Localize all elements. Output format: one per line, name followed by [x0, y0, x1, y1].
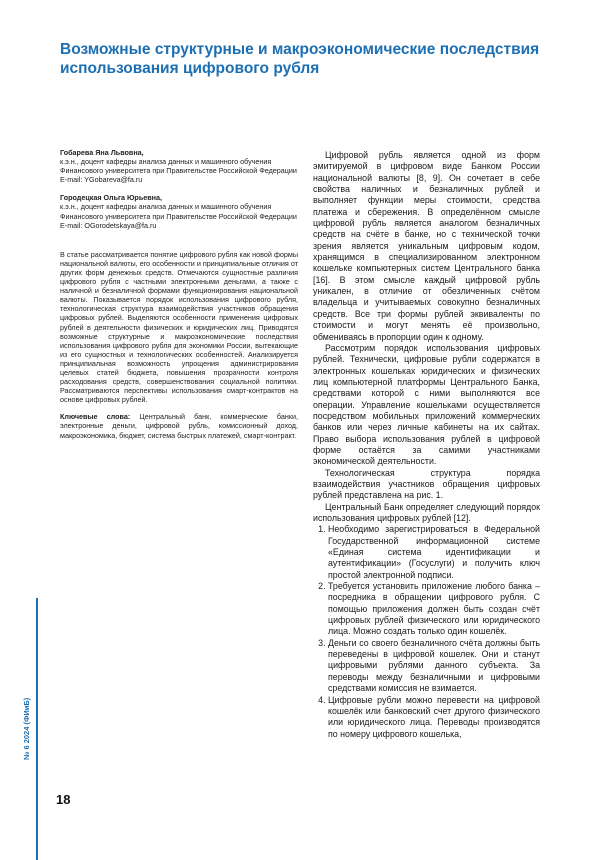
author-affiliation: к.э.н., доцент кафедры анализа данных и машинного обучения Финансового университета при Правительстве Российской Федерации [60, 157, 297, 176]
author-block [60, 193, 298, 229]
margin-rule [36, 598, 38, 860]
author-name: Гобарева Яна Львовна, [60, 148, 144, 157]
list-item: 4. Цифровые рубли можно перевести на цифровой кошелёк или банковский счет другого физического или юридического лица. Переводы производятся по номеру цифрового кошелька, [328, 695, 540, 740]
abstract: В статье рассматривается понятие цифрового рубля как новой формы национальной валюты, его особенности и принципиальные отличия от других форм денежных средств. Отмечаются сущностные различия цифрового рубля с частными электронными деньгами, а также с наличной и безналичной формами функционирования национальной валюты. Показывается порядок использования цифрового рубля, технологическая структура взаимодействия участников обращения цифровых рублей. Выделяются особенности применения цифровых рублей в деятельности физических и юридических лиц. Приводятся возможные структурные и макроэкономические последствия использования цифрового рубля для экономики России, вытекающие из его сущностных и технологических особенностей. Анализируется принципиальная возможность упрощения администрирования целевых статей бюджета, повышения прозрачности контроля расходования средств, совершенствования социальной политики. Рассматриваются перспективы использования смарт-контрактов на основе цифровых рублей. [60, 249, 298, 405]
article-title: Возможные структурные и макроэкономические последствия использования цифрового рубля [60, 41, 540, 77]
author-block [60, 148, 298, 184]
journal-issue-label: № 6 2024 (ФИиБ) [22, 697, 31, 760]
body-paragraph: Центральный Банк определяет следующий порядок использования цифровых рублей [12]. [313, 501, 540, 523]
list-item: 1. Необходимо зарегистрироваться в Федеральной Государственной информационной системе «Единая система идентификации и аутентификации» (Госуслуги) и получить ключ простой электронной подписи. [328, 524, 540, 581]
keywords [60, 412, 298, 439]
author-name: Городецкая Ольга Юрьевна, [60, 193, 162, 203]
page-number: 18 [56, 792, 71, 807]
author-email: E-mail: YGobareva@fa.ru [60, 175, 143, 185]
author-affiliation: к.э.н., доцент кафедры анализа данных и машинного обучения Финансового университета при Правительстве Российской Федерации [60, 202, 297, 221]
body-column [313, 150, 540, 740]
body-paragraph: Рассмотрим порядок использования цифровых рублей. Технически, цифровые рубли содержатся в электронных кошельках юридических и физических лиц компьютерной платформы Центрального Банка, средствами которой с ними выполняются все операции. Управление кошельками осуществляется посредством мобильных приложений коммерческих банков или через личные кабинеты на их сайтах. Право выбора использования рублей в цифровой форме остаётся за самими участниками экономической деятельности. [313, 342, 540, 467]
author-email: E-mail: OGorodetskaya@fa.ru [60, 220, 157, 230]
keywords-text: Центральный банк, коммерческие банки, электронные деньги, цифровой рубль, комиссионный доход, макроэкономика, бюджет, система быстрых платежей, смарт-контракт. [60, 412, 299, 440]
numbered-list [313, 524, 540, 740]
body-paragraph: Технологическая структура порядка взаимодействия участников обращения цифровых рублей представлена на рис. 1. [313, 467, 540, 501]
keywords-label: Ключевые слова: [60, 412, 131, 422]
list-item: 3. Деньги со своего безналичного счёта должны быть переведены в цифровой кошелек. Они и станут цифровыми рублями данного субъекта. За переводы между безналичными и цифровыми средствами комиссия не взимается. [328, 638, 540, 695]
left-column [60, 148, 298, 440]
body-paragraph: Цифровой рубль является одной из форм эмитируемой в цифровом виде Банком России национальной валюты [8, 9]. Он сочетает в себе свойства наличных и безналичных рублей и выполняет функции меры стоимости, средства платежа и сбережения. В определённом смысле цифровой рубль является аналогом безналичных средств на счёте в банке, но с технической точки зрения является уникальным цифровым кодом, хранящимся в специализированном электронном кошельке компьютерных систем Центрального банка [16]. В этом смысле каждый цифровой рубль уникален, в отличие от обезличенных счётом владельца и учитываемых совокупно безналичных средств. Все три формы рублей эквиваленты по стоимости и могут менять её произвольно, обмениваясь в пропорции один к одному. [313, 150, 540, 342]
list-item: 2. Требуется установить приложение любого банка – посредника в обращении цифрового рубля. С помощью приложения должен быть создан счёт цифровых рублей физического или юридического лица. Можно создать только один кошелёк. [328, 581, 540, 638]
